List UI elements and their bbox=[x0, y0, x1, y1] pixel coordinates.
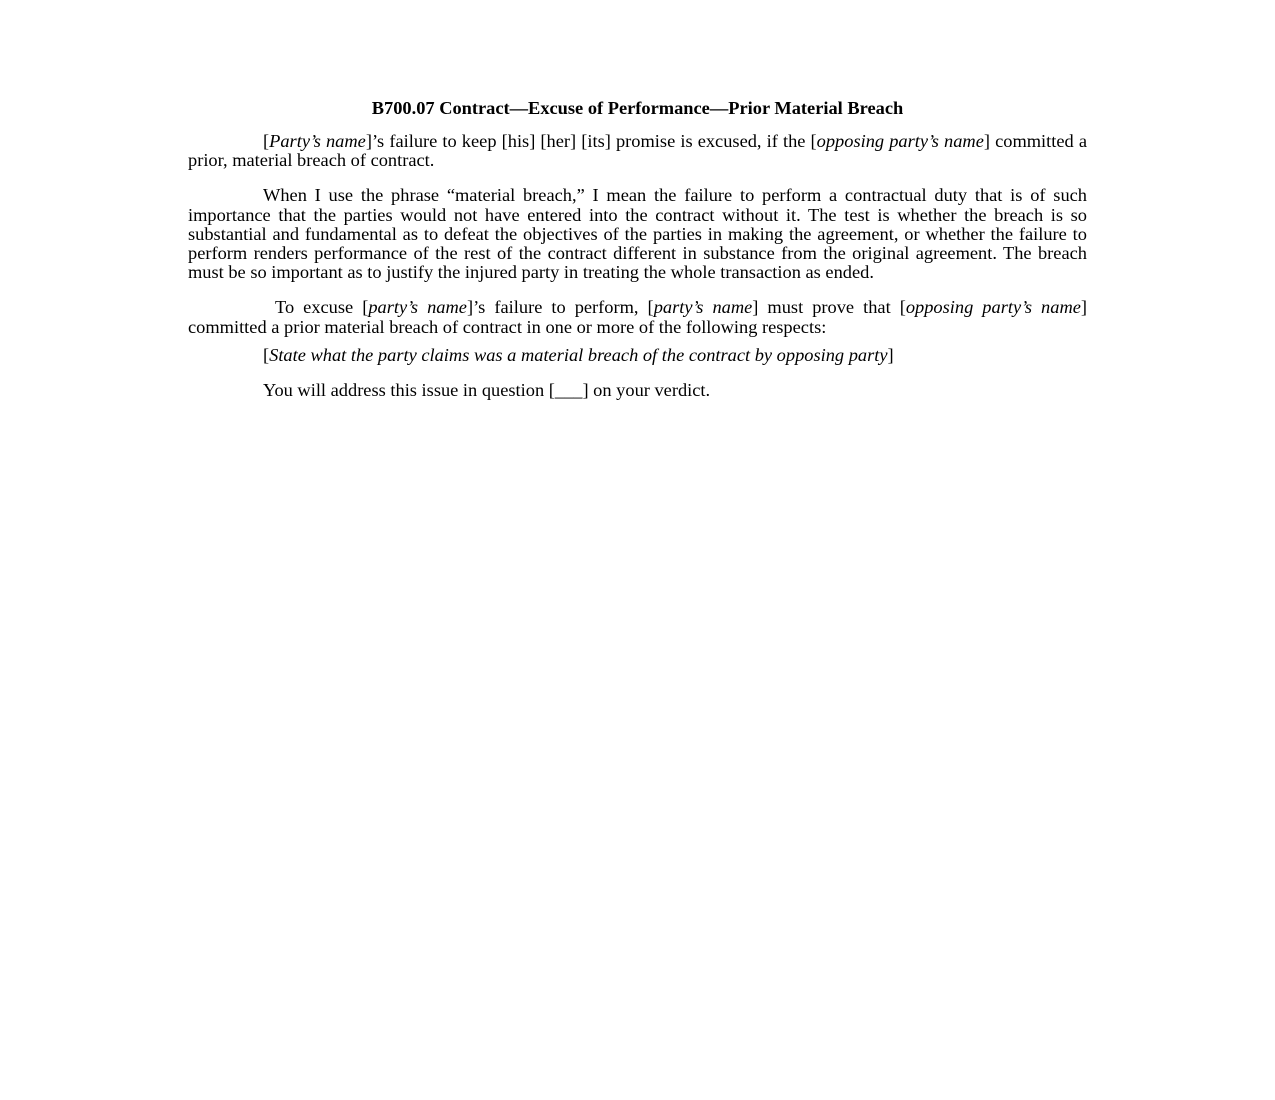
opposing-party-name-placeholder: opposing party’s name bbox=[816, 131, 984, 151]
paragraph-excuse-rule bbox=[188, 132, 1087, 170]
bracket-open: [ bbox=[263, 344, 270, 365]
paragraph-text: ]’s failure to perform, [ bbox=[466, 297, 654, 318]
paragraph-text: ] committed a prior, material breach of contract. bbox=[188, 131, 1087, 171]
paragraph-text: ] must prove that [ bbox=[752, 297, 906, 318]
verdict-question-line: You will address this issue in question [___] on your verdict. bbox=[263, 380, 711, 401]
paragraph-material-breach-definition: When I use the phrase “material breach,” I mean the failure to perform a contractual duty that is of such importance that the parties would not have entered into the contract without it. The test is whether the breach is so substantial and fundamental as to defeat the objectives of the parties in making the agreement, or whether the failure to perform renders performance of the rest of the contract different in substance from the original agreement. The breach must be so important as to justify the injured party in treating the whole transaction as ended. bbox=[188, 185, 1087, 283]
bracket-open: [ bbox=[263, 131, 270, 151]
document-page bbox=[188, 97, 1087, 400]
party-name-placeholder: party’s name bbox=[368, 297, 467, 318]
state-breach-instruction bbox=[263, 346, 1087, 365]
paragraph-text: ]’s failure to keep [his] [her] [its] promise is excused, if the [ bbox=[365, 131, 817, 151]
party-name-placeholder: party’s name bbox=[653, 297, 753, 318]
paragraph-burden-of-proof bbox=[188, 298, 1087, 336]
paragraph-text: To excuse [ bbox=[275, 297, 369, 318]
document-title: B700.07 Contract—Excuse of Performance—Prior Material Breach bbox=[371, 98, 904, 118]
instruction-text: State what the party claims was a material breach of the contract by opposing party bbox=[269, 344, 888, 365]
party-name-placeholder: Party’s name bbox=[269, 131, 366, 151]
bracket-close: ] bbox=[887, 344, 894, 365]
paragraph-text: ] committed a prior material breach of contract in one or more of the following respects: bbox=[188, 297, 1088, 337]
opposing-party-name-placeholder: opposing party’s name bbox=[905, 297, 1081, 318]
